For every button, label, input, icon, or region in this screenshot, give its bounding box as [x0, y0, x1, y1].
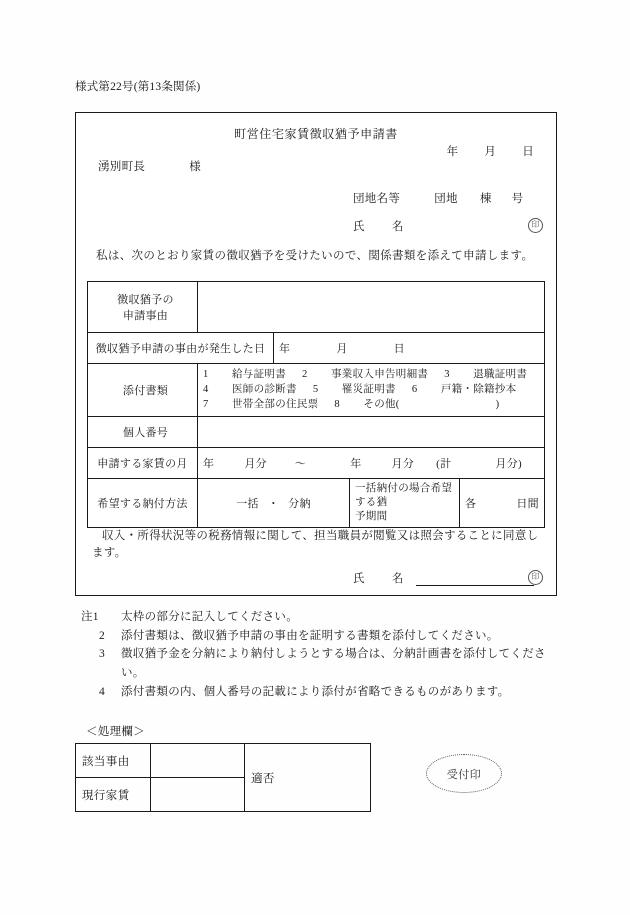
applicant-name-label: 氏 名: [353, 221, 412, 233]
processing-reason-input[interactable]: [151, 744, 245, 778]
occurrence-year-label: 年: [279, 343, 291, 355]
attachment-no-2: 2: [302, 369, 308, 380]
deferral-each-label: 各: [465, 497, 477, 510]
note-marker-4: 4: [99, 685, 106, 698]
attachment-text-6[interactable]: 戸籍・除籍抄本: [440, 384, 517, 396]
attachment-no-6: 6: [411, 384, 418, 396]
room-number-unit-label: 号: [511, 193, 524, 205]
attachment-text-3[interactable]: 退職証明書: [473, 369, 528, 380]
attachments-label: 添付書類: [88, 364, 198, 417]
addressee-office: 湧別町長: [98, 161, 146, 173]
addressee-line: [98, 158, 201, 174]
occurrence-date-input-cell[interactable]: [274, 333, 545, 364]
rent-months-label: 申請する家賃の月: [88, 447, 198, 478]
payment-method-options[interactable]: [198, 478, 350, 528]
addressee-honorific: 様: [189, 161, 202, 173]
notes-list: [81, 608, 555, 701]
note-item-4: [85, 683, 555, 702]
processing-current-rent-label: 現行家賃: [76, 778, 151, 812]
application-form-frame: [75, 112, 557, 596]
date-year-label: 年: [446, 146, 459, 158]
my-number-input-cell[interactable]: [198, 416, 545, 447]
note-item-1: [81, 608, 555, 627]
table-row-occurrence-date: [88, 333, 545, 364]
rent-from-year-label: 年: [203, 457, 215, 470]
attachment-no-7: 7: [203, 399, 209, 411]
building-unit-label: 棟: [479, 193, 492, 205]
danchi-name-label: 団地名等: [353, 193, 401, 205]
payment-option-lump[interactable]: 一括: [236, 497, 259, 510]
processing-judgement-cell[interactable]: [245, 744, 371, 812]
payment-option-separator: ・: [267, 497, 280, 510]
occurrence-date-label: 徴収猶予申請の事由が発生した日: [88, 333, 274, 364]
payment-method-label: 希望する納付方法: [88, 478, 198, 528]
rent-range-tilde: ～: [294, 457, 307, 470]
receipt-stamp-label: 受付印: [446, 768, 482, 781]
my-number-label: 個人番号: [88, 416, 198, 447]
deferral-period-label: 一括納付の場合希望する猶 予期間: [350, 478, 460, 528]
occurrence-day-label: 日: [393, 343, 405, 355]
danchi-unit-label: 団地: [434, 193, 458, 205]
consent-statement: [92, 528, 542, 563]
document-title: 町営住宅家賃徴収猶予申請書: [234, 127, 398, 141]
consent-text: 収入・所得状況等の税務情報に関して、担当職員が閲覧又は照会することに同意します。: [92, 530, 539, 560]
note-marker-1: 注1: [81, 611, 99, 623]
note-item-2: [85, 627, 555, 646]
consent-name-label: 氏 名: [353, 573, 412, 585]
reason-label: 徴収猶予の 申請事由: [88, 282, 198, 333]
date-month-label: 月: [484, 146, 497, 158]
intro-sentence: 私は、次のとおり家賃の徴収猶予を受けたいので、関係書類を添えて申請します。: [96, 250, 534, 262]
table-row-attachments: [88, 364, 545, 417]
payment-option-installment[interactable]: 分納: [288, 497, 311, 510]
attachment-text-5[interactable]: 罹災証明書: [341, 384, 396, 396]
consent-name-input[interactable]: [416, 572, 534, 586]
attachment-text-8[interactable]: その他(: [363, 399, 400, 411]
deferral-period-input-cell[interactable]: [460, 478, 545, 528]
attachment-other-close-paren: ): [495, 399, 500, 411]
attachment-line-3: [203, 397, 539, 412]
attachment-no-3: 3: [444, 369, 450, 380]
rent-to-month-label: 月分: [391, 457, 415, 470]
attachment-no-1: 1: [203, 369, 209, 380]
attachment-no-5: 5: [312, 384, 319, 396]
note-marker-2: 2: [99, 629, 106, 642]
attachment-text-2[interactable]: 事業収入申告明細書: [331, 369, 429, 380]
attachment-text-1[interactable]: 給与証明書: [232, 369, 286, 380]
note-text-2: 添付書類は、徴収猶予申請の事由を証明する書類を添付してください。: [121, 629, 499, 642]
note-text-1: 太枠の部分に記入してください。: [121, 611, 298, 623]
form-number: 様式第22号(第13条関係): [75, 81, 201, 93]
applicant-name-line: [353, 218, 543, 234]
processing-row-reason: [76, 744, 371, 778]
rent-from-month-label: 月分: [244, 457, 267, 470]
date-day-label: 日: [522, 146, 534, 158]
processing-current-rent-input[interactable]: [151, 778, 245, 812]
attachment-text-7[interactable]: 世帯全部の住民票: [232, 399, 319, 411]
note-text-3: 徴収猶予金を分納により納付しようとする場合は、分納計画書を添付してください。: [121, 648, 546, 679]
attachment-no-8: 8: [334, 399, 340, 411]
attachment-line-2: [203, 382, 539, 397]
reason-input-cell[interactable]: [198, 282, 545, 333]
note-item-3: [85, 645, 555, 682]
rent-to-year-label: 年: [350, 457, 362, 470]
attachment-line-1: [203, 367, 539, 382]
table-row-my-number: [88, 416, 545, 447]
deferral-days-label: 日間: [516, 497, 539, 510]
occurrence-month-label: 月: [336, 343, 348, 355]
table-row-reason: [88, 282, 545, 333]
table-row-payment-method: [88, 478, 545, 528]
attachments-options-cell[interactable]: [198, 364, 545, 417]
processing-judgement-label: 適否: [251, 772, 275, 785]
submission-date-line: [447, 143, 534, 159]
attachment-text-4[interactable]: 医師の診断書: [232, 384, 297, 396]
rent-total-month-label: 月分): [495, 457, 522, 470]
seal-icon: 印: [528, 218, 543, 233]
consent-seal-icon: 印: [528, 570, 543, 585]
attachment-no-4: 4: [203, 384, 209, 396]
note-text-4: 添付書類の内、個人番号の記載により添付が省略できるものがあります。: [121, 685, 510, 698]
consent-name-line: [353, 570, 543, 586]
processing-section-heading: ＜処理欄＞: [86, 726, 145, 738]
processing-table: [75, 743, 371, 812]
processing-reason-label: 該当事由: [76, 744, 151, 778]
rent-months-input-cell[interactable]: [198, 447, 545, 478]
danchi-info-line: [353, 190, 523, 206]
application-main-table: [87, 281, 545, 528]
note-marker-3: 3: [99, 648, 106, 661]
table-row-rent-months: [88, 447, 545, 478]
receipt-stamp-area: [426, 754, 502, 793]
rent-total-open-label: (計: [436, 457, 452, 470]
